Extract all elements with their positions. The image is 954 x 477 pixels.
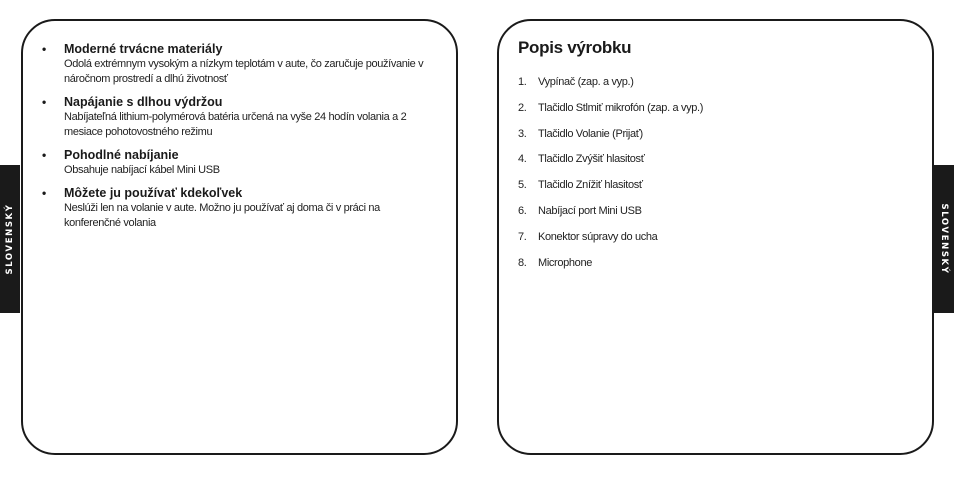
feature-title: Môžete ju používať kdekoľvek <box>64 186 243 200</box>
bullet-icon: • <box>42 42 47 56</box>
feature-item <box>42 185 427 231</box>
part-item <box>518 74 703 100</box>
feature-description: Obsahuje nabíjací kábel Mini USB <box>64 164 220 176</box>
part-label: Tlačidlo Volanie (Prijať) <box>538 127 643 140</box>
part-label: Tlačidlo Zvýšiť hlasitosť <box>538 153 645 166</box>
part-label: Konektor súpravy do ucha <box>538 230 658 243</box>
part-item <box>518 177 703 203</box>
bullet-icon: • <box>42 95 47 109</box>
language-tab-label: SLOVENSKÝ <box>5 203 15 275</box>
part-label: Tlačidlo Stlmiť mikrofón (zap. a vyp.) <box>538 101 704 114</box>
parts-list <box>518 74 703 280</box>
feature-description: Odolá extrémnym vysokým a nízkym teplotám v aute, čo zaručuje používanie v náročnom prostredí a dlhú životnosť <box>64 58 424 85</box>
feature-item <box>42 147 427 178</box>
part-number: 1. <box>518 76 527 88</box>
part-item <box>518 126 703 152</box>
part-number: 2. <box>518 101 527 114</box>
part-label: Vypínač (zap. a vyp.) <box>538 76 634 88</box>
part-item <box>518 255 703 281</box>
part-item <box>518 151 703 177</box>
feature-item <box>42 41 427 87</box>
part-number: 4. <box>518 153 527 166</box>
feature-item <box>42 94 427 140</box>
language-tab-label: SLOVENSKÝ <box>939 203 949 275</box>
part-label: Nabíjací port Mini USB <box>538 204 642 217</box>
bullet-icon: • <box>42 148 47 162</box>
section-title: Popis výrobku <box>518 38 632 57</box>
part-number: 3. <box>518 127 527 140</box>
feature-title: Napájanie s dlhou výdržou <box>64 95 223 109</box>
product-description-page <box>497 19 934 455</box>
part-number: 5. <box>518 179 527 192</box>
part-number: 8. <box>518 256 527 269</box>
language-tab-right <box>934 165 954 313</box>
feature-list <box>42 41 427 238</box>
part-item <box>518 100 703 126</box>
feature-title: Moderné trvácne materiály <box>64 42 223 56</box>
language-tab-left <box>0 165 20 313</box>
bullet-icon: • <box>42 186 47 200</box>
feature-description: Nabíjateľná lithium-polymérová batéria určená na vyše 24 hodín volania a 2 mesiace pohotovostného režimu <box>64 111 407 138</box>
part-item <box>518 203 703 229</box>
part-number: 7. <box>518 230 527 243</box>
feature-title: Pohodlné nabíjanie <box>64 148 179 162</box>
part-item <box>518 229 703 255</box>
part-label: Microphone <box>538 256 592 269</box>
features-page <box>21 19 458 455</box>
feature-description: Neslúži len na volanie v aute. Možno ju používať aj doma či v práci na konferenčné volania <box>64 202 380 229</box>
part-number: 6. <box>518 204 527 217</box>
part-label: Tlačidlo Znížiť hlasitosť <box>538 179 643 192</box>
